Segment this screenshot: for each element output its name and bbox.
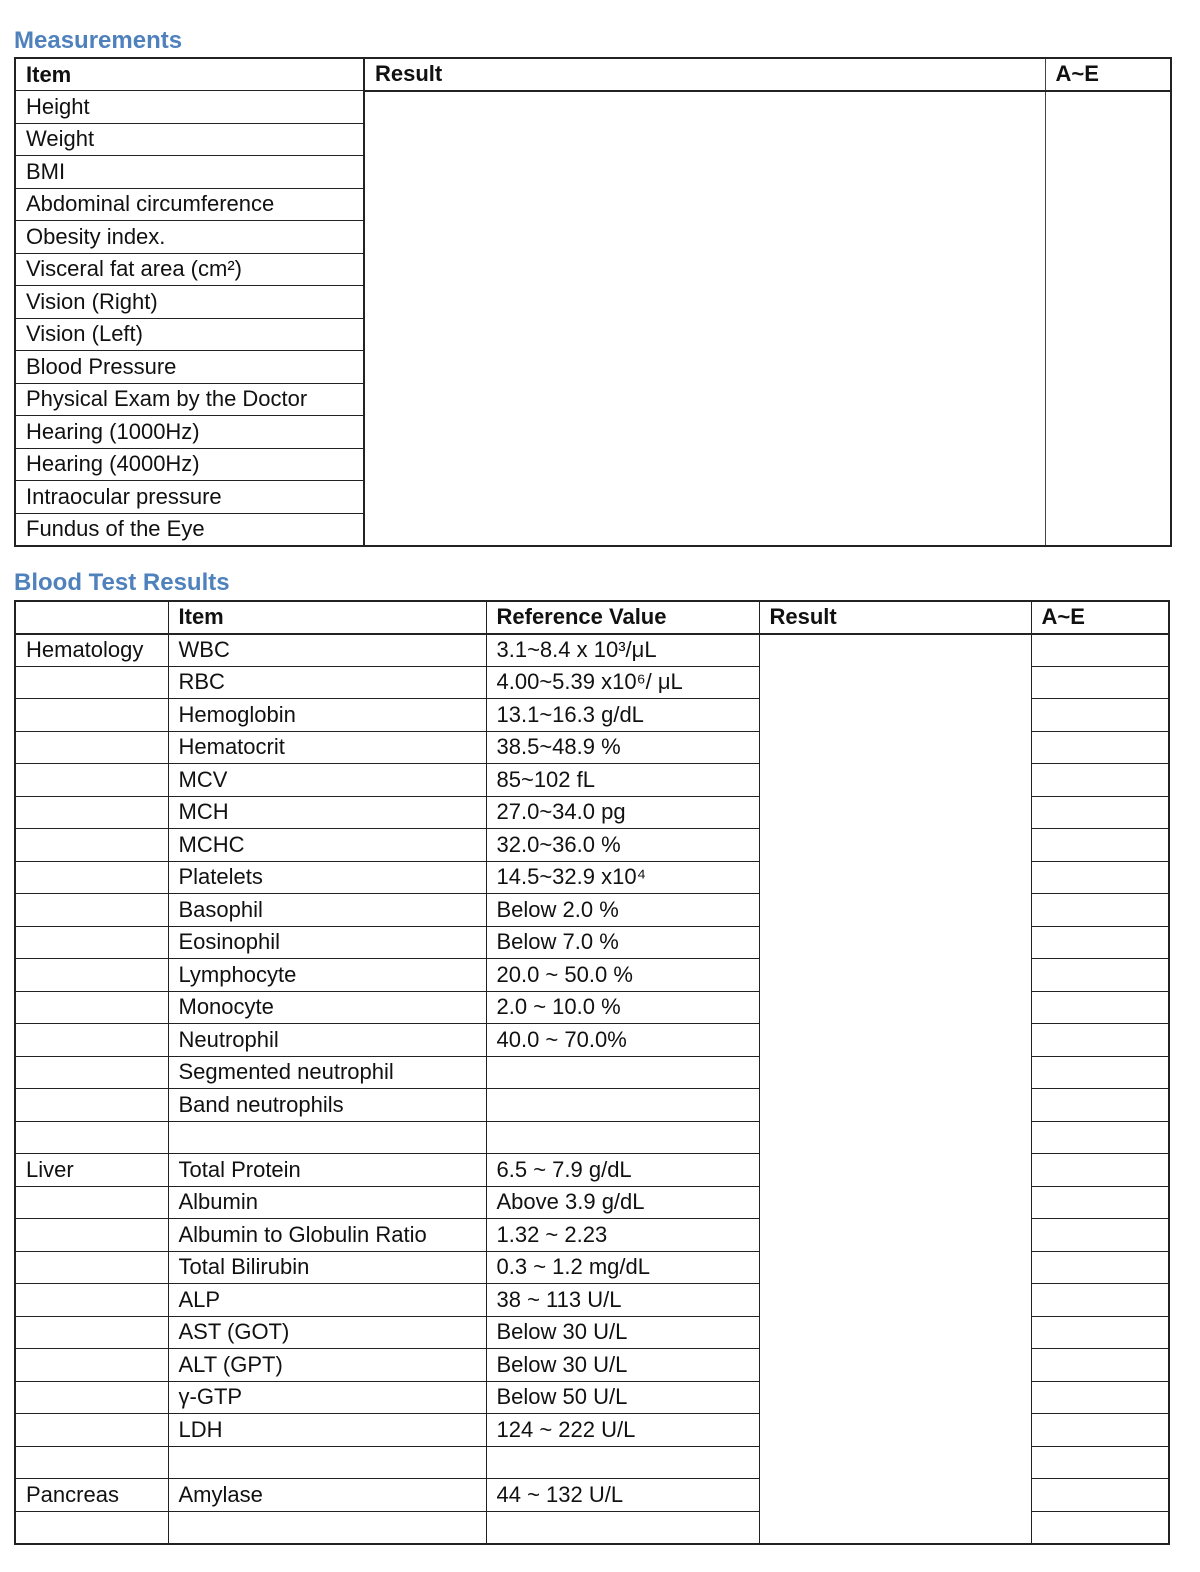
blood-reference-value: Below 2.0 %: [486, 894, 759, 927]
blood-item: AST (GOT): [168, 1316, 486, 1349]
blood-result-cell: [759, 1316, 1031, 1349]
blood-result-cell: [759, 699, 1031, 732]
blood-reference-value: 0.3 ~ 1.2 mg/dL: [486, 1251, 759, 1284]
blood-reference-value: Below 50 U/L: [486, 1381, 759, 1414]
measurement-row: [15, 91, 1171, 124]
blood-test-row: [15, 1056, 1169, 1089]
blood-item: Total Protein: [168, 1154, 486, 1187]
blood-grade-cell: [1031, 1414, 1169, 1447]
blood-reference-value: 40.0 ~ 70.0%: [486, 1024, 759, 1057]
measurement-row: [15, 383, 1171, 416]
blood-item: MCH: [168, 796, 486, 829]
blood-grade-cell: [1031, 731, 1169, 764]
blood-grade-cell: [1031, 1381, 1169, 1414]
blood-category: [15, 1024, 168, 1057]
measurement-result-cell: [364, 286, 1045, 319]
blood-reference-value: Below 30 U/L: [486, 1349, 759, 1382]
blood-reference-value: Below 30 U/L: [486, 1316, 759, 1349]
measurement-item: BMI: [15, 156, 364, 189]
measurement-item: Vision (Right): [15, 286, 364, 319]
blood-test-row: [15, 1121, 1169, 1154]
blood-grade-cell: [1031, 1284, 1169, 1317]
blood-grade-cell: [1031, 666, 1169, 699]
blood-grade-cell: [1031, 991, 1169, 1024]
blood-result-cell: [759, 926, 1031, 959]
blood-reference-value: 38 ~ 113 U/L: [486, 1284, 759, 1317]
blood-category: Liver: [15, 1154, 168, 1187]
measurement-grade-cell: [1045, 123, 1171, 156]
measurement-item: Physical Exam by the Doctor: [15, 383, 364, 416]
blood-item: ALT (GPT): [168, 1349, 486, 1382]
blood-item: RBC: [168, 666, 486, 699]
measurements-header-item: Item: [15, 58, 364, 91]
measurement-row: [15, 318, 1171, 351]
blood-reference-value: Above 3.9 g/dL: [486, 1186, 759, 1219]
measurement-result-cell: [364, 416, 1045, 449]
blood-result-cell: [759, 1024, 1031, 1057]
blood-category: [15, 959, 168, 992]
blood-category: [15, 1446, 168, 1479]
blood-grade-cell: [1031, 634, 1169, 667]
blood-reference-value: [486, 1089, 759, 1122]
measurements-header-grade: A~E: [1045, 58, 1171, 91]
blood-item: Albumin to Globulin Ratio: [168, 1219, 486, 1252]
measurement-item: Obesity index.: [15, 221, 364, 254]
blood-category: [15, 1349, 168, 1382]
blood-test-row: [15, 991, 1169, 1024]
blood-category: [15, 829, 168, 862]
blood-header-category: [15, 601, 168, 634]
blood-item: Segmented neutrophil: [168, 1056, 486, 1089]
blood-reference-value: 14.5~32.9 x10⁴: [486, 861, 759, 894]
blood-item: Amylase: [168, 1479, 486, 1512]
blood-reference-value: 44 ~ 132 U/L: [486, 1479, 759, 1512]
measurement-item: Abdominal circumference: [15, 188, 364, 221]
blood-result-cell: [759, 1154, 1031, 1187]
measurement-result-cell: [364, 156, 1045, 189]
blood-category: [15, 731, 168, 764]
blood-test-row: [15, 1154, 1169, 1187]
blood-test-row: [15, 1381, 1169, 1414]
blood-grade-cell: [1031, 1186, 1169, 1219]
blood-test-row: [15, 1446, 1169, 1479]
blood-category: [15, 1316, 168, 1349]
blood-test-row: [15, 1251, 1169, 1284]
measurements-table: [14, 57, 1172, 547]
measurement-grade-cell: [1045, 448, 1171, 481]
blood-result-cell: [759, 1121, 1031, 1154]
blood-item: Band neutrophils: [168, 1089, 486, 1122]
blood-header-item: Item: [168, 601, 486, 634]
blood-test-row: [15, 764, 1169, 797]
blood-item: Platelets: [168, 861, 486, 894]
blood-test-row: [15, 731, 1169, 764]
blood-grade-cell: [1031, 796, 1169, 829]
blood-test-row: [15, 1414, 1169, 1447]
blood-category: [15, 1251, 168, 1284]
blood-category: [15, 991, 168, 1024]
measurement-row: [15, 188, 1171, 221]
blood-category: Pancreas: [15, 1479, 168, 1512]
blood-reference-value: 85~102 fL: [486, 764, 759, 797]
blood-reference-value: 27.0~34.0 pg: [486, 796, 759, 829]
blood-grade-cell: [1031, 1024, 1169, 1057]
blood-item: Neutrophil: [168, 1024, 486, 1057]
blood-grade-cell: [1031, 861, 1169, 894]
blood-test-row: [15, 959, 1169, 992]
blood-test-row: [15, 1479, 1169, 1512]
blood-grade-cell: [1031, 1316, 1169, 1349]
measurement-grade-cell: [1045, 481, 1171, 514]
measurement-result-cell: [364, 318, 1045, 351]
blood-reference-value: Below 7.0 %: [486, 926, 759, 959]
blood-result-cell: [759, 1089, 1031, 1122]
blood-item: [168, 1446, 486, 1479]
measurement-result-cell: [364, 123, 1045, 156]
measurement-row: [15, 513, 1171, 546]
blood-result-cell: [759, 1381, 1031, 1414]
blood-item: Albumin: [168, 1186, 486, 1219]
measurement-item: Vision (Left): [15, 318, 364, 351]
measurement-result-cell: [364, 513, 1045, 546]
blood-item: [168, 1121, 486, 1154]
blood-result-cell: [759, 1349, 1031, 1382]
blood-result-cell: [759, 666, 1031, 699]
blood-test-row: [15, 666, 1169, 699]
blood-item: WBC: [168, 634, 486, 667]
measurement-grade-cell: [1045, 221, 1171, 254]
measurement-item: Hearing (4000Hz): [15, 448, 364, 481]
blood-category: [15, 894, 168, 927]
blood-item: ALP: [168, 1284, 486, 1317]
blood-grade-cell: [1031, 1121, 1169, 1154]
measurement-grade-cell: [1045, 416, 1171, 449]
measurement-item: Height: [15, 91, 364, 124]
blood-category: [15, 1381, 168, 1414]
blood-result-cell: [759, 1056, 1031, 1089]
blood-grade-cell: [1031, 764, 1169, 797]
blood-category: [15, 1284, 168, 1317]
measurement-result-cell: [364, 221, 1045, 254]
blood-test-row: [15, 699, 1169, 732]
blood-reference-value: 20.0 ~ 50.0 %: [486, 959, 759, 992]
measurement-row: [15, 286, 1171, 319]
blood-category: [15, 764, 168, 797]
blood-reference-value: 124 ~ 222 U/L: [486, 1414, 759, 1447]
blood-test-row: [15, 829, 1169, 862]
blood-reference-value: 38.5~48.9 %: [486, 731, 759, 764]
measurement-grade-cell: [1045, 351, 1171, 384]
blood-reference-value: 4.00~5.39 x10⁶/ μL: [486, 666, 759, 699]
blood-grade-cell: [1031, 1446, 1169, 1479]
blood-result-cell: [759, 991, 1031, 1024]
blood-item: Hemoglobin: [168, 699, 486, 732]
blood-item: Hematocrit: [168, 731, 486, 764]
blood-grade-cell: [1031, 1219, 1169, 1252]
blood-header-grade: A~E: [1031, 601, 1169, 634]
measurement-item: Visceral fat area (cm²): [15, 253, 364, 286]
blood-test-row: [15, 1089, 1169, 1122]
blood-test-row: [15, 926, 1169, 959]
blood-item: MCV: [168, 764, 486, 797]
blood-category: [15, 1414, 168, 1447]
blood-reference-value: [486, 1056, 759, 1089]
measurement-grade-cell: [1045, 318, 1171, 351]
blood-category: [15, 926, 168, 959]
blood-grade-cell: [1031, 829, 1169, 862]
blood-result-cell: [759, 1186, 1031, 1219]
measurement-row: [15, 253, 1171, 286]
measurements-header-result: Result: [364, 58, 1045, 91]
measurement-row: [15, 221, 1171, 254]
blood-reference-value: [486, 1121, 759, 1154]
blood-result-cell: [759, 959, 1031, 992]
blood-test-row: [15, 796, 1169, 829]
measurement-result-cell: [364, 448, 1045, 481]
blood-category: [15, 1056, 168, 1089]
blood-result-cell: [759, 894, 1031, 927]
blood-category: [15, 796, 168, 829]
measurement-grade-cell: [1045, 156, 1171, 189]
measurement-result-cell: [364, 188, 1045, 221]
blood-test-row: [15, 894, 1169, 927]
measurement-item: Weight: [15, 123, 364, 156]
measurement-item: Fundus of the Eye: [15, 513, 364, 546]
measurement-row: [15, 481, 1171, 514]
measurement-grade-cell: [1045, 253, 1171, 286]
blood-item: [168, 1511, 486, 1544]
measurement-row: [15, 156, 1171, 189]
blood-grade-cell: [1031, 1154, 1169, 1187]
blood-category: [15, 1219, 168, 1252]
measurement-grade-cell: [1045, 188, 1171, 221]
blood-item: Basophil: [168, 894, 486, 927]
blood-result-cell: [759, 829, 1031, 862]
blood-item: Eosinophil: [168, 926, 486, 959]
blood-test-row: [15, 861, 1169, 894]
measurement-grade-cell: [1045, 91, 1171, 124]
blood-grade-cell: [1031, 1251, 1169, 1284]
measurement-result-cell: [364, 253, 1045, 286]
measurement-row: [15, 351, 1171, 384]
blood-category: [15, 861, 168, 894]
blood-reference-value: 2.0 ~ 10.0 %: [486, 991, 759, 1024]
blood-grade-cell: [1031, 959, 1169, 992]
blood-test-row: [15, 1219, 1169, 1252]
blood-result-cell: [759, 796, 1031, 829]
blood-item: LDH: [168, 1414, 486, 1447]
blood-category: Hematology: [15, 634, 168, 667]
measurement-row: [15, 416, 1171, 449]
blood-item: MCHC: [168, 829, 486, 862]
blood-category: [15, 1186, 168, 1219]
blood-test-title: Blood Test Results: [14, 569, 230, 596]
blood-test-table: [14, 600, 1170, 1545]
blood-header-row: [15, 601, 1169, 634]
blood-result-cell: [759, 1219, 1031, 1252]
blood-header-result: Result: [759, 601, 1031, 634]
measurement-result-cell: [364, 481, 1045, 514]
blood-item: Lymphocyte: [168, 959, 486, 992]
blood-reference-value: 6.5 ~ 7.9 g/dL: [486, 1154, 759, 1187]
measurement-item: Intraocular pressure: [15, 481, 364, 514]
blood-item: Monocyte: [168, 991, 486, 1024]
blood-grade-cell: [1031, 1089, 1169, 1122]
blood-result-cell: [759, 1511, 1031, 1544]
blood-result-cell: [759, 861, 1031, 894]
measurement-result-cell: [364, 383, 1045, 416]
measurement-grade-cell: [1045, 286, 1171, 319]
blood-result-cell: [759, 731, 1031, 764]
blood-category: [15, 699, 168, 732]
blood-category: [15, 1511, 168, 1544]
blood-item: γ-GTP: [168, 1381, 486, 1414]
blood-category: [15, 666, 168, 699]
blood-reference-value: 13.1~16.3 g/dL: [486, 699, 759, 732]
blood-grade-cell: [1031, 926, 1169, 959]
measurement-row: [15, 448, 1171, 481]
blood-result-cell: [759, 764, 1031, 797]
blood-category: [15, 1121, 168, 1154]
measurements-title: Measurements: [14, 27, 183, 54]
blood-header-reference: Reference Value: [486, 601, 759, 634]
blood-test-row: [15, 1284, 1169, 1317]
blood-reference-value: 1.32 ~ 2.23: [486, 1219, 759, 1252]
blood-test-row: [15, 1349, 1169, 1382]
measurements-header-row: [15, 58, 1171, 91]
blood-result-cell: [759, 1414, 1031, 1447]
blood-test-row: [15, 1316, 1169, 1349]
measurement-item: Blood Pressure: [15, 351, 364, 384]
measurement-result-cell: [364, 351, 1045, 384]
measurement-grade-cell: [1045, 513, 1171, 546]
blood-category: [15, 1089, 168, 1122]
blood-grade-cell: [1031, 1511, 1169, 1544]
blood-grade-cell: [1031, 1349, 1169, 1382]
blood-result-cell: [759, 1479, 1031, 1512]
blood-test-row: [15, 1024, 1169, 1057]
blood-grade-cell: [1031, 894, 1169, 927]
blood-reference-value: 3.1~8.4 x 10³/μL: [486, 634, 759, 667]
measurement-item: Hearing (1000Hz): [15, 416, 364, 449]
blood-test-row: [15, 1186, 1169, 1219]
blood-result-cell: [759, 1251, 1031, 1284]
blood-result-cell: [759, 634, 1031, 667]
measurement-grade-cell: [1045, 383, 1171, 416]
blood-reference-value: [486, 1446, 759, 1479]
measurement-result-cell: [364, 91, 1045, 124]
blood-grade-cell: [1031, 1479, 1169, 1512]
blood-reference-value: 32.0~36.0 %: [486, 829, 759, 862]
blood-test-row: [15, 634, 1169, 667]
blood-result-cell: [759, 1284, 1031, 1317]
blood-test-row: [15, 1511, 1169, 1544]
blood-result-cell: [759, 1446, 1031, 1479]
measurement-row: [15, 123, 1171, 156]
blood-grade-cell: [1031, 699, 1169, 732]
blood-reference-value: [486, 1511, 759, 1544]
blood-item: Total Bilirubin: [168, 1251, 486, 1284]
blood-grade-cell: [1031, 1056, 1169, 1089]
